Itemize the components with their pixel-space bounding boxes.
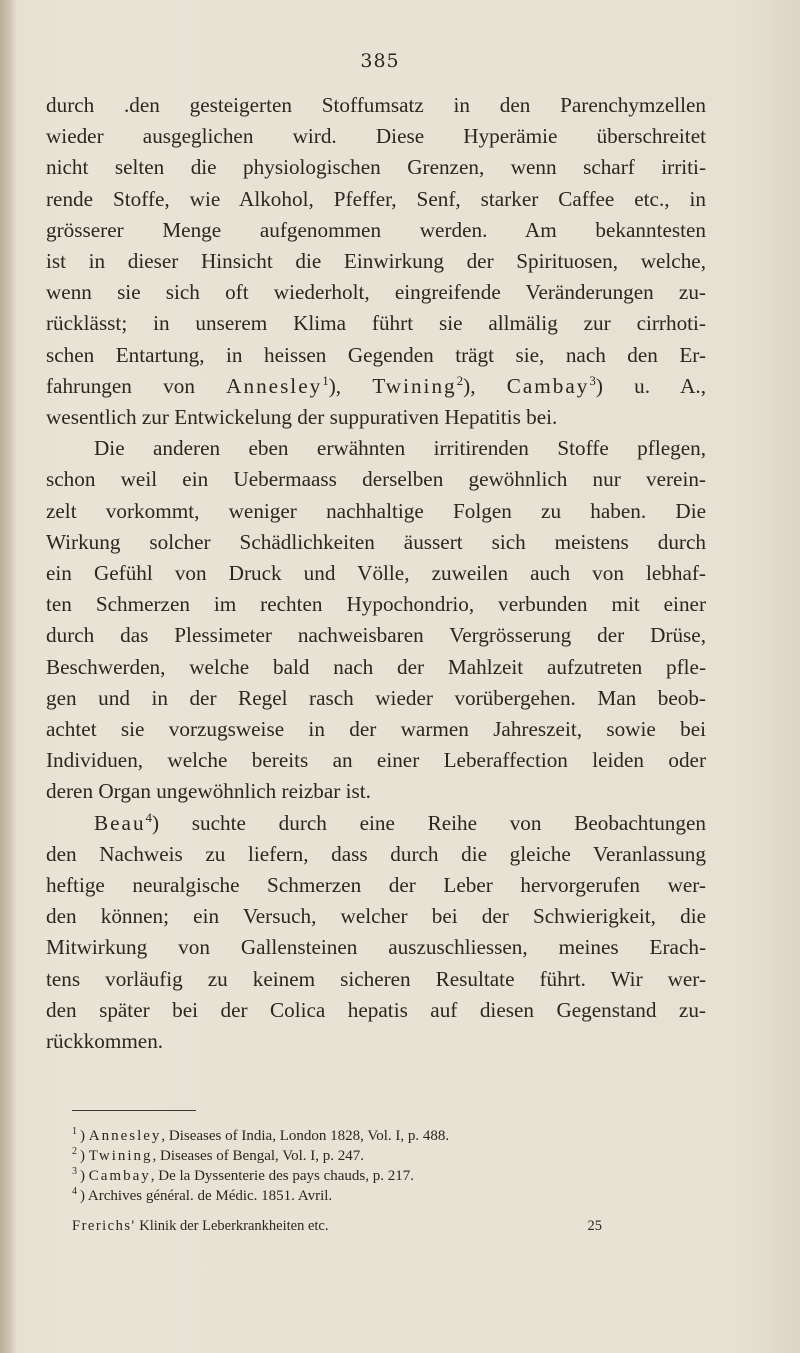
footnote: $^3$ ) Cambay, De la Dyssenterie des pays chauds, p. 217. <box>72 1166 415 1184</box>
text-line: grösserer Menge aufgenommen werden. Am bekanntesten <box>46 217 706 242</box>
text-line: Die anderen eben erwähnten irritirenden Stoffe pflegen, <box>94 436 706 461</box>
text-fragment: ) u. A., <box>595 373 707 398</box>
text-line: achtet sie vorzugsweise in der warmen Jahreszeit, sowie bei <box>46 717 706 742</box>
footnote-author: Cambay <box>88 1168 151 1184</box>
footnote: $^1$ ) Annesley, Diseases of India, London 1828, Vol. I, p. 488. <box>72 1126 450 1144</box>
footnote-reference[interactable]: 2 <box>456 372 464 388</box>
text-line: schon weil ein Uebermaass derselben gewöhnlich nur verein- <box>46 467 706 492</box>
footnote-mark: 3 <box>72 1166 77 1177</box>
footnote-reference[interactable]: 4 <box>145 809 153 825</box>
text-line: schen Entartung, in heissen Gegenden trägt sie, nach den Er- <box>46 342 706 367</box>
text-line: Mitwirkung von Gallensteinen auszuschliessen, meines Erach- <box>46 935 706 960</box>
text-line: wesentlich zur Entwickelung der suppurativen Hepatitis bei. <box>46 405 558 430</box>
text-line: durch das Plessimeter nachweisbaren Vergrösserung der Drüse, <box>46 623 706 648</box>
page-binding-shadow <box>0 0 16 1353</box>
text-fragment: fahrungen von <box>46 373 195 398</box>
footnote-text: , Diseases of India, London 1828, Vol. I, p. 488. <box>161 1128 450 1144</box>
footnote: $^4$ ) Archives général. de Médic. 1851. Avril. <box>72 1186 333 1204</box>
text-fragment: ), <box>463 373 476 398</box>
text-line: rückkommen. <box>46 1029 164 1054</box>
footnotes <box>72 1126 632 1206</box>
footnote-author: Twining <box>88 1148 153 1164</box>
footnote-text: , Diseases of Bengal, Vol. I, p. 247. <box>152 1148 365 1164</box>
footnote-mark: 4 <box>72 1186 77 1197</box>
text-line: ten Schmerzen im rechten Hypochondrio, verbunden mit einer <box>46 592 706 617</box>
page-number: 385 <box>360 50 400 72</box>
text-line: heftige neuralgische Schmerzen der Leber hervorgerufen wer- <box>46 873 706 898</box>
footnote-mark: 1 <box>72 1126 77 1137</box>
text-line: wieder ausgeglichen wird. Diese Hyperämie überschreitet <box>46 124 706 149</box>
text-line: nicht selten die physiologischen Grenzen, wenn scharf irriti- <box>46 155 706 180</box>
author-name: Cambay <box>506 373 590 398</box>
footnote-reference[interactable]: 3 <box>589 372 596 388</box>
sheet-number: 25 <box>587 1218 602 1234</box>
text-fragment: ), <box>328 373 342 398</box>
text-line: tens vorläufig zu keinem sicheren Resultate führt. Wir wer- <box>46 966 706 991</box>
text-line: Wirkung solcher Schädlichkeiten äussert sich meistens durch <box>46 529 706 554</box>
text-line-with-references <box>46 371 706 402</box>
text-line: Individuen, welche bereits an einer Leberaffection leiden oder <box>46 748 706 773</box>
footnote: $^2$ ) Twining, Diseases of Bengal, Vol. I, p. 247. <box>72 1146 365 1164</box>
text-line: ist in dieser Hinsicht die Einwirkung der Spirituosen, welche, <box>46 249 706 274</box>
text-line: durch .den gesteigerten Stoffumsatz in den Parenchymzellen <box>46 93 706 117</box>
text-line: wenn sie sich oft wiederholt, eingreifende Veränderungen zu- <box>46 280 706 305</box>
page-footer <box>72 1218 602 1235</box>
footer-title <box>72 1218 329 1235</box>
text-line: zelt vorkommt, weniger nachhaltige Folgen zu haben. Die <box>46 498 706 523</box>
text-line: rücklässt; in unserem Klima führt sie allmälig zur cirrhoti- <box>46 311 706 336</box>
footnote-reference[interactable]: 1 <box>322 372 329 388</box>
text-line-with-reference <box>46 808 706 839</box>
footnote-text: , De la Dyssenterie des pays chauds, p. 217. <box>150 1168 415 1184</box>
author-name: Annesley <box>226 373 323 398</box>
text-line: den Nachweis zu liefern, dass durch die gleiche Veranlassung <box>46 841 706 866</box>
text-line: den können; ein Versuch, welcher bei der Schwierigkeit, die <box>46 904 706 929</box>
footnote-divider <box>72 1110 196 1111</box>
footnote-text: Archives général. de Médic. 1851. Avril. <box>87 1188 333 1204</box>
text-fragment: ) suchte durch eine Reihe von Beobachtungen <box>152 810 706 835</box>
footnote-author: Annesley <box>88 1128 162 1144</box>
footer-book-title: Klinik der Leberkrankheiten etc. <box>135 1218 329 1234</box>
text-line: deren Organ ungewöhnlich reizbar ist. <box>46 779 371 804</box>
footer-author: Frerichs' <box>72 1218 136 1234</box>
text-line: den später bei der Colica hepatis auf diesen Gegenstand zu- <box>46 997 706 1022</box>
text-line: ein Gefühl von Druck und Völle, zuweilen auch von lebhaf- <box>46 561 706 586</box>
footnote-mark: 2 <box>72 1146 77 1157</box>
body-text <box>46 90 706 1057</box>
author-name: Twining <box>372 373 457 398</box>
author-name: Beau <box>94 810 146 835</box>
text-line: gen und in der Regel rasch wieder vorübergehen. Man beob- <box>46 685 706 710</box>
text-line: Beschwerden, welche bald nach der Mahlzeit aufzutreten pfle- <box>46 654 706 679</box>
text-line: rende Stoffe, wie Alkohol, Pfeffer, Senf, starker Caffee etc., in <box>46 186 706 211</box>
